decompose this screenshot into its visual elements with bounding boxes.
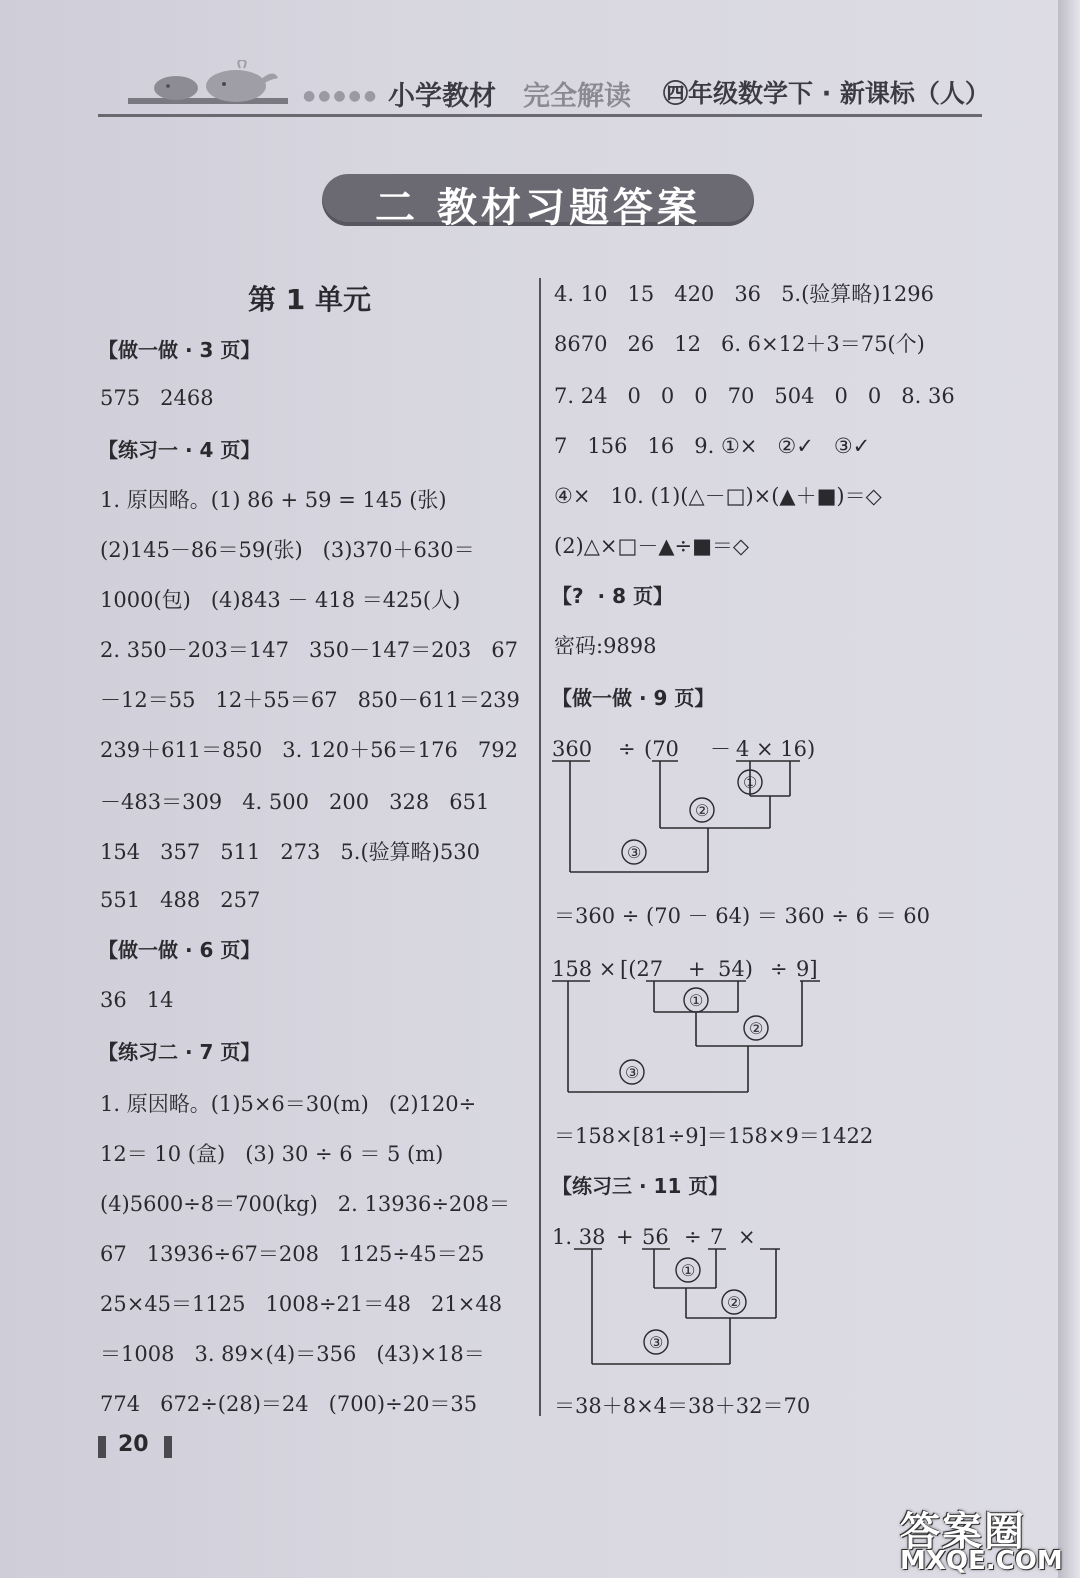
watermark-url: MXQE.COM: [900, 1546, 1063, 1576]
answer-line: ＝158×[81÷9]＝158×9＝1422: [554, 1124, 874, 1148]
step-marker: ①: [681, 1261, 696, 1280]
answer-line: ④× 10. (1)(△－□)×(▲＋■)＝◇: [554, 484, 882, 508]
answer-line: (4)5600÷8＝700(kg) 2. 13936÷208＝: [100, 1192, 511, 1216]
answer-line: 67 13936÷67＝208 1125÷45＝25: [100, 1242, 485, 1266]
expr-token: 158 ×: [552, 957, 617, 981]
answer-line: 密码:9898: [554, 634, 657, 658]
page-number: 20: [118, 1432, 149, 1457]
expr-token: 56: [642, 1225, 669, 1249]
expr-token: 360: [552, 737, 593, 761]
answer-line: 7. 24 0 0 0 70 504 0 0 8. 36: [554, 384, 955, 408]
answer-line: 575 2468: [100, 386, 214, 410]
answer-line: －12＝55 12＋55＝67 850－611＝239: [100, 688, 520, 712]
answer-line: －483＝309 4. 500 200 328 651: [100, 790, 490, 814]
answer-line: 7 156 16 9. ①× ②✓ ③✓: [554, 434, 871, 458]
answer-line: 154 357 511 273 5.(验算略)530: [100, 840, 480, 864]
section-heading: 【练习一 · 4 页】: [98, 438, 261, 462]
answer-line: 25×45＝1125 1008÷21＝48 21×48: [100, 1292, 503, 1316]
step-marker: ②: [695, 801, 710, 820]
section-heading: 【做一做 · 9 页】: [552, 686, 715, 710]
expr-token: +: [688, 957, 706, 981]
banner-text: 二 教材习题答案: [375, 185, 701, 231]
step-marker: ③: [649, 1333, 664, 1352]
expr-token: ÷: [770, 957, 788, 981]
page-edge: [1058, 0, 1080, 1578]
header-rule: [98, 114, 982, 117]
section-heading: 【练习二 · 7 页】: [98, 1040, 261, 1064]
watermark-text: 答案圈: [900, 1509, 1026, 1555]
expr-token: [(27: [620, 957, 664, 981]
answer-line: 12＝ 10 (盒) (3) 30 ÷ 6 ＝ 5 (m): [100, 1142, 444, 1166]
step-marker: ③: [625, 1063, 640, 1082]
expr-token: ×: [738, 1225, 756, 1249]
column-divider: [539, 278, 541, 1416]
answer-line: ＝1008 3. 89×(4)＝356 (43)×18＝: [100, 1342, 485, 1366]
section-heading: 【练习三 · 11 页】: [552, 1174, 729, 1198]
answer-line: 239＋611＝850 3. 120＋56＝176 792: [100, 738, 518, 762]
expr-token: (70: [644, 737, 679, 761]
section-heading: 【? · 8 页】: [552, 584, 673, 608]
series-title: 小学教材: [388, 81, 496, 112]
section-heading: 【做一做 · 6 页】: [98, 938, 261, 962]
series-subtitle: 完全解读: [523, 81, 631, 112]
answer-line: ＝38＋8×4＝38＋32＝70: [554, 1394, 811, 1418]
answer-line: 2. 350－203＝147 350－147＝203 67: [100, 638, 518, 662]
watermark-logo: [900, 1500, 1070, 1576]
header-dots: ●●●●●: [303, 88, 380, 104]
step-marker: ②: [749, 1019, 764, 1038]
step-marker: ③: [627, 843, 642, 862]
expr-token: 9]: [796, 957, 818, 981]
whale-logo-icon: [128, 60, 288, 106]
step-marker: ①: [689, 991, 704, 1010]
page-header: [98, 60, 990, 118]
unit-title: 第 1 单元: [248, 283, 371, 316]
expr-token: －: [710, 737, 731, 761]
answer-line: 1. 原因略。(1)5×6＝30(m) (2)120÷: [100, 1092, 477, 1116]
step-marker: ②: [727, 1293, 742, 1312]
answer-line: ＝360 ÷ (70 － 64) ＝ 360 ÷ 6 ＝ 60: [554, 904, 931, 928]
answer-line: (2)△×□－▲÷■＝◇: [554, 534, 750, 558]
answer-line: 1000(包) (4)843 － 418 ＝425(人): [100, 588, 461, 612]
order-of-operations-diagram-1: [550, 730, 816, 880]
expr-token: 54): [718, 957, 753, 981]
expr-token: 4 × 16): [736, 737, 816, 761]
page-number-mark: [98, 1436, 106, 1458]
section-heading: 【做一做 · 3 页】: [98, 338, 261, 362]
answer-line: 36 14: [100, 988, 174, 1012]
answer-line: 8670 26 12 6. 6×12＋3＝75(个): [554, 332, 925, 356]
answer-line: 551 488 257: [100, 888, 261, 912]
step-marker: ①: [743, 773, 758, 792]
expr-token: 1. 38: [552, 1225, 606, 1249]
order-of-operations-diagram-3: [550, 1218, 810, 1368]
answer-line: 1. 原因略。(1) 86 + 59 = 145 (张): [100, 488, 447, 512]
expr-token: 7: [710, 1225, 724, 1249]
order-of-operations-diagram-2: [550, 950, 830, 1100]
expr-token: ÷: [618, 737, 636, 761]
answer-line: 4. 10 15 420 36 5.(验算略)1296: [554, 282, 934, 306]
section-banner: [322, 174, 754, 231]
expr-token: ÷: [684, 1225, 702, 1249]
page-number-mark: [164, 1436, 172, 1458]
grade-label: ㊃年级数学下 · 新课标（人）: [663, 79, 990, 108]
expr-token: +: [616, 1225, 634, 1249]
answer-line: 774 672÷(28)＝24 (700)÷20＝35: [100, 1392, 478, 1416]
answer-line: (2)145－86＝59(张) (3)370＋630＝: [100, 538, 475, 562]
